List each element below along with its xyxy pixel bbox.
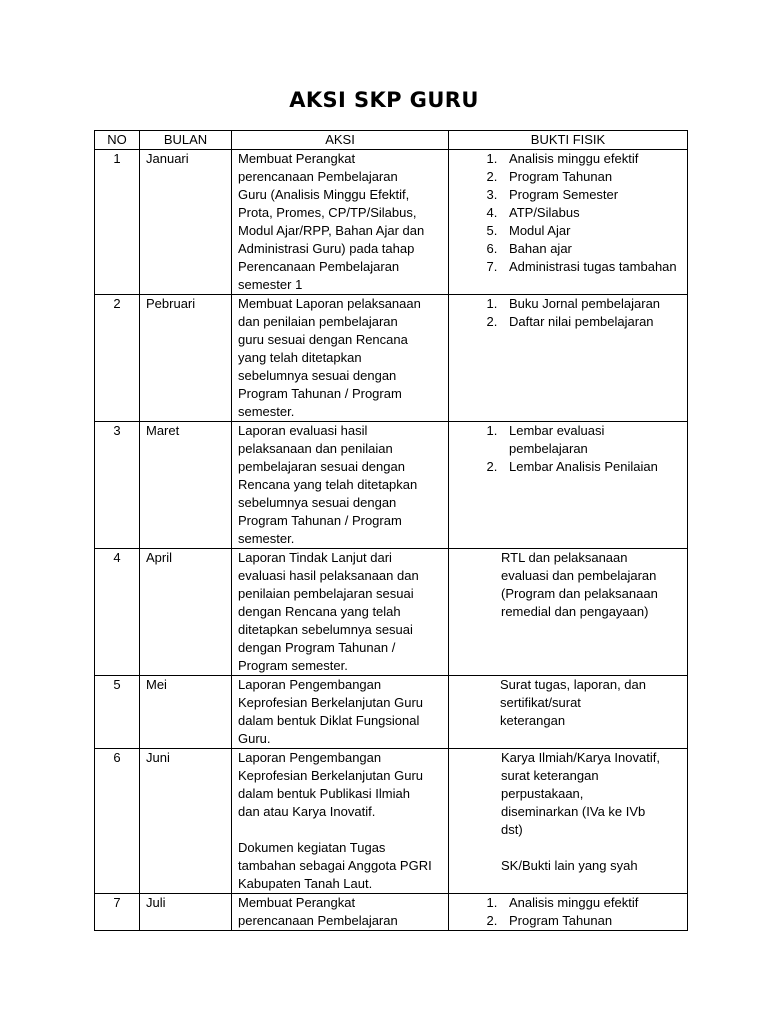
row-month: Mei <box>140 676 232 749</box>
skp-table <box>94 130 688 931</box>
row-action: Membuat Laporan pelaksanaan dan penilaian pembelajaran guru sesuai dengan Rencana yang telah ditetapkan sebelumnya sesuai dengan Program Tahunan / Program semester. <box>232 295 449 422</box>
row-action: Membuat Perangkat perencanaan Pembelajaran <box>232 894 449 931</box>
evidence-item: 1. Buku Jornal pembelajaran <box>501 295 681 313</box>
row-evidence <box>449 295 688 422</box>
row-month: April <box>140 549 232 676</box>
evidence-item: 1. Lembar evaluasi pembelajaran <box>501 422 681 458</box>
table-row <box>95 150 688 295</box>
row-number: 2 <box>95 295 140 422</box>
table-row <box>95 749 688 894</box>
row-month: Juli <box>140 894 232 931</box>
evidence-item: 1. Analisis minggu efektif <box>501 150 681 168</box>
evidence-item: 2. Daftar nilai pembelajaran <box>501 313 681 331</box>
evidence-list <box>455 295 681 331</box>
table-row <box>95 422 688 549</box>
row-month: Maret <box>140 422 232 549</box>
evidence-item: 5. Modul Ajar <box>501 222 681 240</box>
page-title: AKSI SKP GURU <box>289 88 479 112</box>
row-action: Laporan Pengembangan Keprofesian Berkelanjutan Guru dalam bentuk Diklat Fungsional Guru. <box>232 676 449 749</box>
evidence-item: 3. Program Semester <box>501 186 681 204</box>
header-row <box>95 131 688 150</box>
row-evidence <box>449 549 688 676</box>
row-month: Januari <box>140 150 232 295</box>
row-number: 5 <box>95 676 140 749</box>
evidence-item: 4. ATP/Silabus <box>501 204 681 222</box>
table-header <box>95 131 688 150</box>
evidence-item: 7. Administrasi tugas tambahan <box>501 258 681 276</box>
evidence-list <box>455 422 681 476</box>
row-number: 3 <box>95 422 140 549</box>
column-header-aksi: AKSI <box>232 131 449 150</box>
column-header-bukti-fisik: BUKTI FISIK <box>449 131 688 150</box>
column-header-no: NO <box>95 131 140 150</box>
evidence-list <box>455 894 681 930</box>
row-month: Juni <box>140 749 232 894</box>
row-month: Pebruari <box>140 295 232 422</box>
row-evidence <box>449 676 688 749</box>
row-number: 4 <box>95 549 140 676</box>
table-row <box>95 549 688 676</box>
evidence-item: 6. Bahan ajar <box>501 240 681 258</box>
evidence-item: 2. Program Tahunan <box>501 912 681 930</box>
row-action: Laporan Pengembangan Keprofesian Berkelanjutan Guru dalam bentuk Publikasi Ilmiah dan atau Karya Inovatif. Dokumen kegiatan Tugas tambahan sebagai Anggota PGRI Kabupaten Tanah Laut. <box>232 749 449 894</box>
table-row <box>95 295 688 422</box>
evidence-item: 2. Lembar Analisis Penilaian <box>501 458 681 476</box>
row-evidence <box>449 894 688 931</box>
row-action: Laporan Tindak Lanjut dari evaluasi hasil pelaksanaan dan penilaian pembelajaran sesuai dengan Rencana yang telah ditetapkan sebelumnya sesuai dengan Program Tahunan / Program semester. <box>232 549 449 676</box>
row-evidence <box>449 422 688 549</box>
evidence-text: Karya Ilmiah/Karya Inovatif, surat keterangan perpustakaan, diseminarkan (IVa ke IVb dst) SK/Bukti lain yang syah <box>501 750 660 873</box>
row-action: Membuat Perangkat perencanaan Pembelajaran Guru (Analisis Minggu Efektif, Prota, Promes, CP/TP/Silabus, Modul Ajar/RPP, Bahan Ajar dan Administrasi Guru) pada tahap Perencanaan Pembelajaran semester 1 <box>232 150 449 295</box>
row-number: 1 <box>95 150 140 295</box>
evidence-text: Surat tugas, laporan, dan sertifikat/surat keterangan <box>500 677 646 728</box>
evidence-item: 1. Analisis minggu efektif <box>501 894 681 912</box>
evidence-list <box>455 150 681 276</box>
table-body <box>95 150 688 931</box>
row-evidence <box>449 749 688 894</box>
row-number: 6 <box>95 749 140 894</box>
column-header-bulan: BULAN <box>140 131 232 150</box>
row-action: Laporan evaluasi hasil pelaksanaan dan penilaian pembelajaran sesuai dengan Rencana yang telah ditetapkan sebelumnya sesuai dengan Program Tahunan / Program semester. <box>232 422 449 549</box>
table-row <box>95 676 688 749</box>
evidence-text: RTL dan pelaksanaan evaluasi dan pembelajaran (Program dan pelaksanaan remedial dan pengayaan) <box>501 550 658 619</box>
table-row <box>95 894 688 931</box>
evidence-item: 2. Program Tahunan <box>501 168 681 186</box>
row-evidence <box>449 150 688 295</box>
row-number: 7 <box>95 894 140 931</box>
